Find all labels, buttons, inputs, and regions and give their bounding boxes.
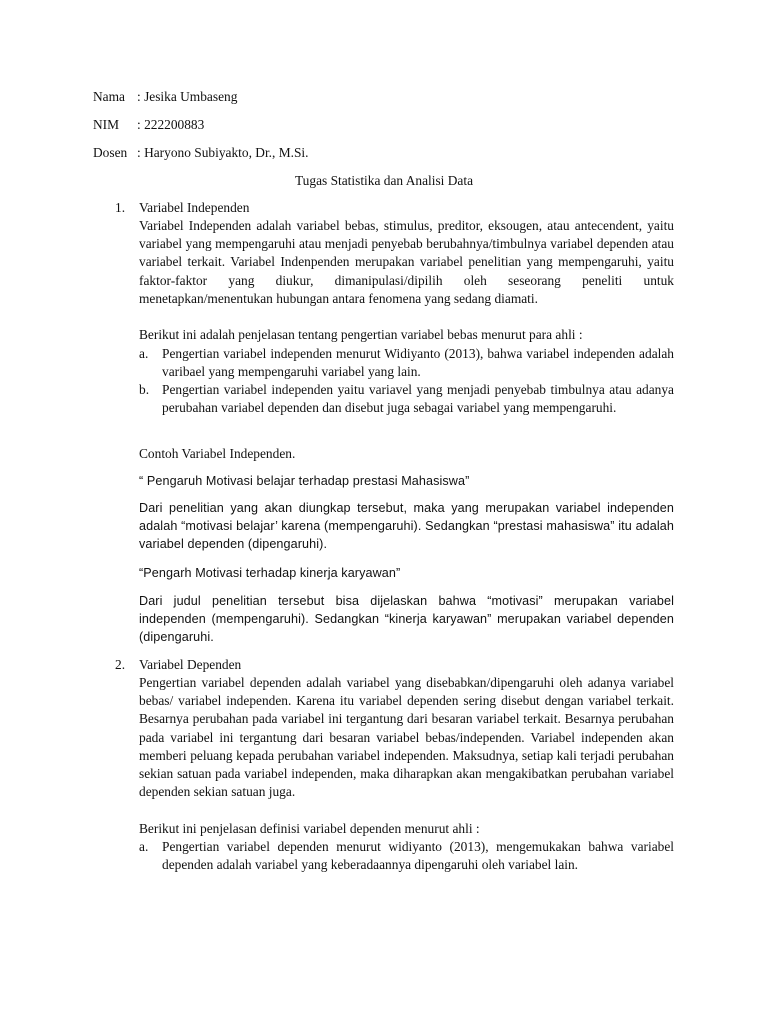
- section-2-number: 2.: [115, 657, 126, 672]
- dosen-label: Dosen: [93, 145, 128, 160]
- section-1-item-b-text: Pengertian variabel independen yaitu variavel yang menjadi penyebab timbulnya atau adanya perubahan variabel dependen dan disebut juga sebagai variabel yang mempengaruhi.: [162, 382, 674, 416]
- section-2-intro: Berikut ini penjelasan definisi variabel dependen menurut ahli :: [139, 821, 480, 836]
- section-2-item-a-letter: a.: [139, 839, 149, 854]
- example-2-quote: “Pengarh Motivasi terhadap kinerja karyawan”: [139, 566, 401, 580]
- nim-value: : 222200883: [137, 117, 205, 132]
- section-1-intro: Berikut ini adalah penjelasan tentang pengertian variabel bebas menurut para ahli :: [139, 327, 583, 342]
- example-1-quote: “ Pengaruh Motivasi belajar terhadap prestasi Mahasiswa”: [139, 474, 470, 488]
- example-heading: Contoh Variabel Independen.: [139, 446, 296, 461]
- section-2-paragraph: Pengertian variabel dependen adalah variabel yang disebabkan/dipengaruhi oleh adanya variabel bebas/ variabel independen. Karena itu variabel dependen sering disebut dengan variabel terkait. Besarnya perubahan pada variabel ini tergantung dari besaran variabel terkait. Besarnya perubahan pada variabel ini tergantung dari besaran variabel bebas/independen. Variabel independen akan memberi peluang kepada perubahan variabel independen. Maksudnya, setiap kali terjadi perubahan sekian satuan pada variabel independen, maka diharapkan akan mengakibatkan perubahan variabel dependen sekian satuan juga.: [139, 675, 674, 800]
- nama-label: Nama: [93, 89, 125, 104]
- section-2-heading: Variabel Dependen: [139, 657, 242, 672]
- example-2-explanation: Dari judul penelitian tersebut bisa dijelaskan bahwa “motivasi” merupakan variabel independen (mempengaruhi). Sedangkan “kinerja karyawan” merupakan variabel dependen (dipengaruhi.: [139, 594, 674, 645]
- document-title: Tugas Statistika dan Analisi Data: [294, 173, 474, 188]
- nama-value: : Jesika Umbaseng: [137, 89, 238, 104]
- section-1-heading: Variabel Independen: [139, 200, 250, 215]
- nim-label: NIM: [93, 117, 120, 132]
- section-2-item-a-text: Pengertian variabel dependen menurut widiyanto (2013), mengemukakan bahwa variabel dependen adalah variabel yang keberadaannya dipengaruhi oleh variabel lain.: [162, 839, 674, 873]
- section-1-paragraph: Variabel Independen adalah variabel bebas, stimulus, preditor, eksougen, atau antecendent, yaitu variabel yang mempengaruhi atau menjadi penyebab berubahnya/timbulnya variabel dependen atau variabel terkait. Variabel Indenpenden merupakan variabel penelitian yang mempengaruhi, yaitu faktor-faktor yang diukur, dimanipulasi/dipilih oleh seseorang peneliti untuk menetapkan/menentukan hubungan antara fenomena yang sedang diamati.: [139, 218, 674, 306]
- section-1-item-a-letter: a.: [139, 346, 149, 361]
- example-1-explanation: Dari penelitian yang akan diungkap tersebut, maka yang merupakan variabel independen adalah “motivasi belajar’ karena (mempengaruhi). Sedangkan “prestasi mahasiswa” itu adalah variabel dependen (dipengaruhi).: [139, 501, 674, 552]
- section-1-item-a-text: Pengertian variabel independen menurut Widiyanto (2013), bahwa variabel independen adalah varibael yang mempengaruhi variabel yang lain.: [162, 346, 674, 380]
- section-1-number: 1.: [115, 200, 126, 215]
- section-1-item-b-letter: b.: [139, 382, 150, 397]
- dosen-value: : Haryono Subiyakto, Dr., M.Si.: [137, 145, 309, 160]
